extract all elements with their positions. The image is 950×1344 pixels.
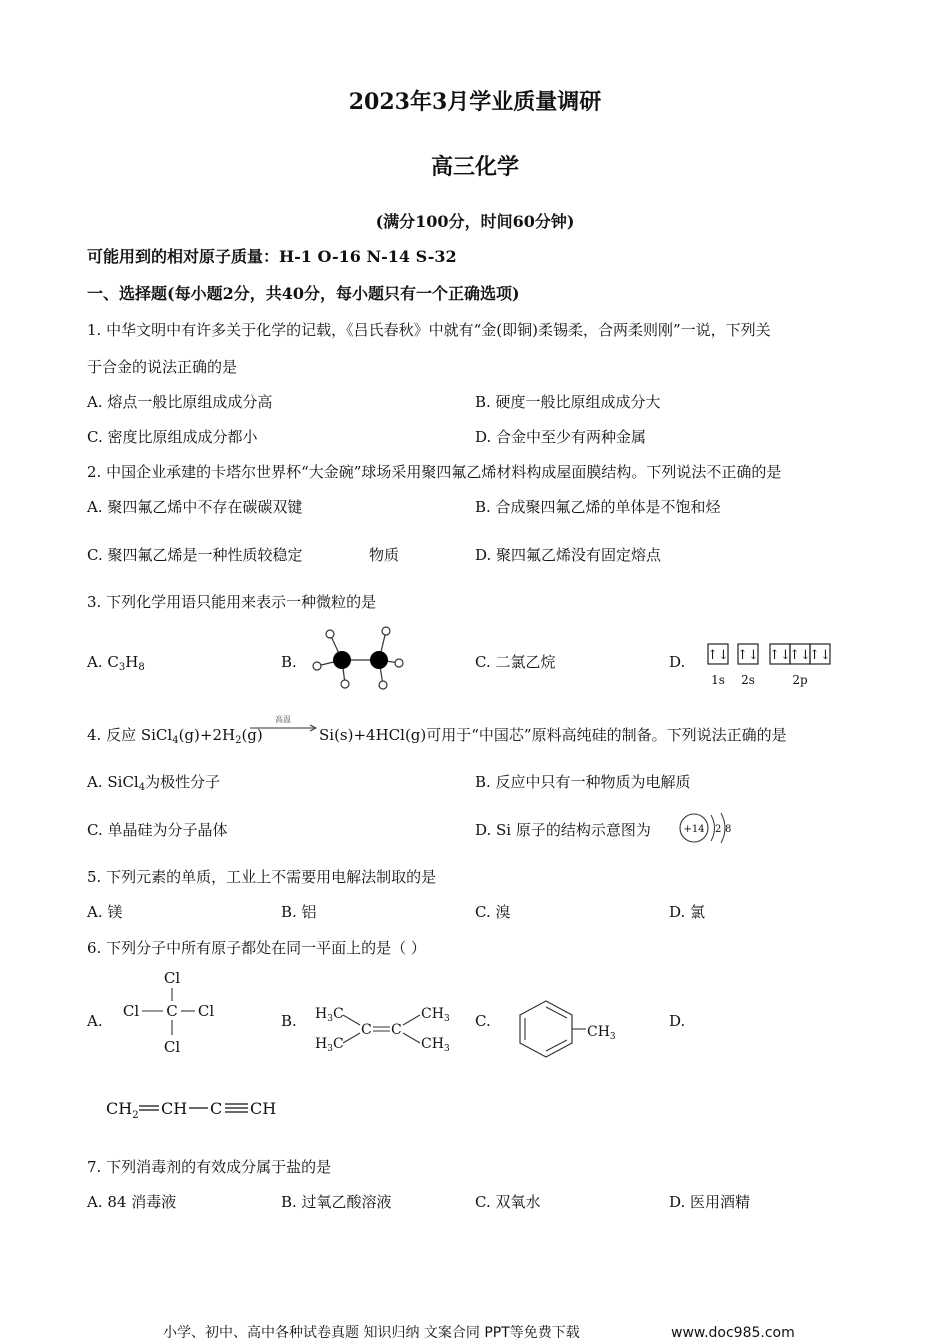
svg-text:C: C — [210, 1099, 223, 1118]
svg-text:CH2: $CH_2$ — [106, 1099, 139, 1121]
svg-text:↑↓: ↑↓ — [809, 648, 831, 663]
q5-option-c: C. 溴 — [475, 903, 511, 921]
q7-option-a: A. 84 消毒液 — [87, 1193, 177, 1211]
q2-option-c: C. 聚四氟乙烯是一种性质较稳定 — [87, 546, 303, 564]
q6-option-b-label: B. — [281, 1012, 297, 1030]
q6-option-c-label: C. — [475, 1012, 491, 1030]
section-heading: 一、选择题(每小题2分，共40分，每小题只有一个正确选项) — [87, 284, 520, 303]
q1-option-c: C. 密度比原组成成分都小 — [87, 428, 258, 446]
q4-option-a: A. SiCl$_4$为极性分子 — [87, 773, 221, 793]
vinylacetylene-structure-diagram — [104, 1092, 284, 1122]
tetramethylethylene-structure-diagram — [313, 996, 458, 1058]
q2-stem: 2. 中国企业承建的卡塔尔世界杯“大金碗”球场采用聚四氟乙烯材料构成屋面膜结构。下列说法不正确的是 — [87, 463, 782, 481]
q5-stem: 5. 下列元素的单质，工业上不需要用电解法制取的是 — [87, 868, 437, 886]
reaction-arrow — [250, 710, 318, 736]
svg-text:CH: CH — [250, 1099, 277, 1118]
nucleus-charge: +14 — [683, 824, 705, 835]
svg-text:CH: CH — [161, 1099, 188, 1118]
q5-option-d: D. 氯 — [669, 903, 706, 921]
q1-stem-line1: 1. 中华文明中有许多关于化学的记载，《吕氏春秋》中就有“金(即铜)柔锡柔，合两柔则刚”一说，下列关 — [87, 321, 771, 339]
q3-option-a: A. $C_3H_8$ — [87, 653, 145, 673]
orbital-label-1s: 1s — [711, 673, 725, 687]
q2-option-a: A. 聚四氟乙烯中不存在碳碳双键 — [87, 498, 303, 516]
footer-url-link[interactable]: www.doc985.com — [671, 1325, 795, 1341]
q3-stem: 3. 下列化学用语只能用来表示一种微粒的是 — [87, 593, 377, 611]
svg-text:Cl: Cl — [163, 1038, 181, 1056]
orbital-diagram — [706, 642, 841, 690]
q5-option-a: A. 镁 — [87, 903, 123, 921]
footer-text: 小学、初中、高中各种试卷真题 知识归纳 文案合同 PPT等免费下载 — [163, 1325, 580, 1341]
q1-option-a: A. 熔点一般比原组成成分高 — [87, 393, 273, 411]
q6-option-a-label: A. — [87, 1012, 103, 1030]
reaction-condition-label: 高温 — [275, 715, 291, 724]
q4-stem-end: Si(s)+4HCl(g)可用于“中国芯”原料高纯硅的制备。下列说法正确的是 — [319, 726, 787, 744]
orbital-label-2p: 2p — [792, 673, 808, 687]
page-subtitle: 高三化学 — [430, 154, 519, 180]
svg-text:Cl: Cl — [122, 1002, 140, 1020]
exam-info: (满分100分，时间60分钟) — [375, 212, 575, 231]
ccl4-structure-diagram — [118, 964, 223, 1058]
page-title: 2023年3月学业质量调研 — [348, 89, 602, 115]
q4-option-c: C. 单晶硅为分子晶体 — [87, 821, 228, 839]
q7-stem: 7. 下列消毒剂的有效成分属于盐的是 — [87, 1158, 332, 1176]
ball-stick-model-diagram — [300, 620, 420, 692]
q2-option-c-tail: 物质 — [369, 546, 400, 564]
svg-text:C: C — [166, 1002, 178, 1020]
svg-text:↑↓: ↑↓ — [789, 648, 811, 663]
q3-option-b-label: B. — [281, 653, 297, 671]
shell-1-electrons: 2 — [715, 824, 722, 835]
q1-stem-line2: 于合金的说法正确的是 — [87, 358, 238, 376]
q4-option-d: D. Si 原子的结构示意图为 — [475, 821, 651, 839]
q1-option-b: B. 硬度一般比原组成成分大 — [475, 393, 661, 411]
q2-option-b: B. 合成聚四氟乙烯的单体是不饱和烃 — [475, 498, 721, 516]
svg-text:↑↓: ↑↓ — [737, 648, 759, 663]
q2-option-d: D. 聚四氟乙烯没有固定熔点 — [475, 546, 662, 564]
toluene-structure-diagram — [506, 998, 621, 1058]
q7-option-b: B. 过氧乙酸溶液 — [281, 1193, 392, 1211]
shell-2-electrons: 8 — [725, 824, 732, 835]
svg-text:C: C — [391, 1022, 402, 1038]
q6-option-d-label: D. — [669, 1012, 686, 1030]
q6-stem: 6. 下列分子中所有原子都处在同一平面上的是（ ） — [87, 939, 426, 957]
q4-stem-start: 4. 反应 $SiCl_4(g)+2H_2(g)$ — [87, 726, 263, 746]
svg-text:CH3: $CH_3$ — [587, 1024, 616, 1042]
si-atom-structure-diagram — [678, 809, 738, 847]
q3-option-c: C. 二氯乙烷 — [475, 653, 556, 671]
q7-option-c: C. 双氧水 — [475, 1193, 541, 1211]
svg-text:↑↓: ↑↓ — [707, 648, 729, 663]
q7-option-d: D. 医用酒精 — [669, 1193, 751, 1211]
atomic-masses: 可能用到的相对原子质量：H-1 O-16 N-14 S-32 — [87, 247, 457, 266]
q3-option-d-label: D. — [669, 653, 686, 671]
svg-text:H3C: $H_3C$ — [315, 1036, 344, 1054]
svg-text:CH3: $CH_3$ — [421, 1036, 450, 1054]
svg-text:Cl: Cl — [163, 969, 181, 987]
svg-text:Cl: Cl — [197, 1002, 215, 1020]
svg-text:CH3: $CH_3$ — [421, 1006, 450, 1024]
q5-option-b: B. 铝 — [281, 903, 317, 921]
q4-option-b: B. 反应中只有一种物质为电解质 — [475, 773, 691, 791]
q1-option-d: D. 合金中至少有两种金属 — [475, 428, 647, 446]
svg-text:C: C — [361, 1022, 372, 1038]
svg-text:↑↓: ↑↓ — [769, 648, 791, 663]
svg-text:H3C: $H_3C$ — [315, 1006, 344, 1024]
orbital-label-2s: 2s — [741, 673, 755, 687]
